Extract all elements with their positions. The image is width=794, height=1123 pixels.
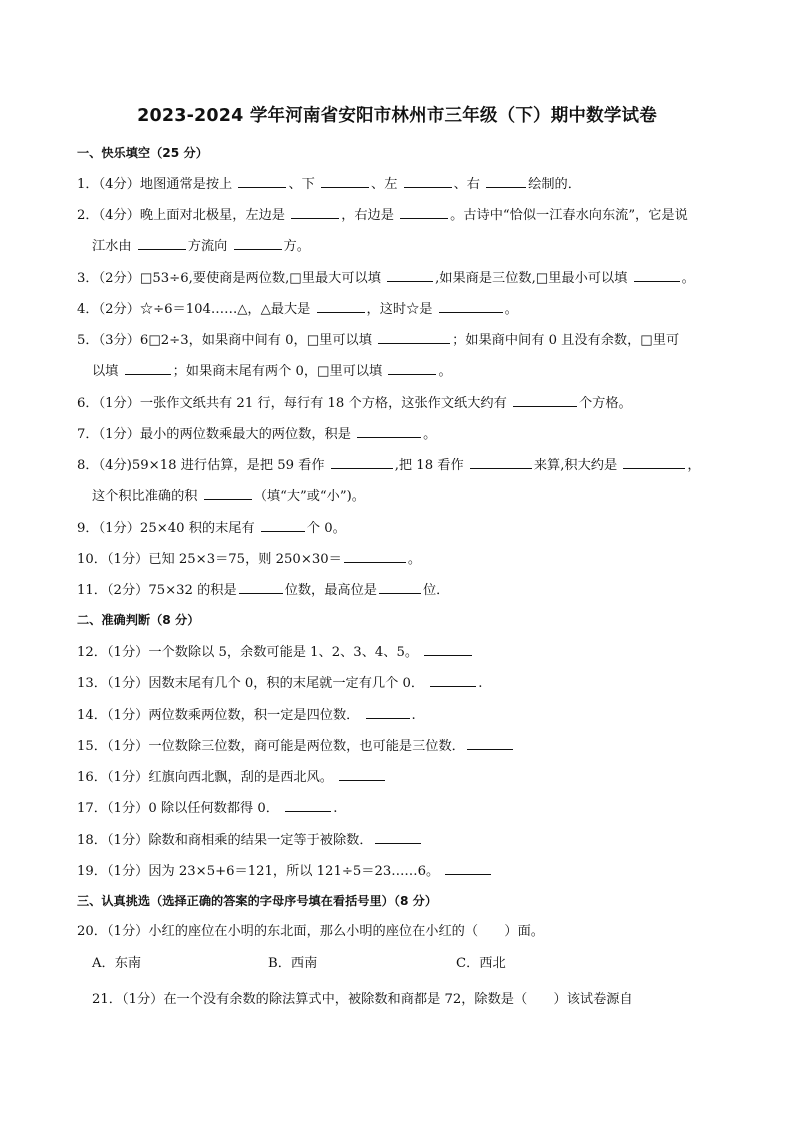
question-3: 3．（2分）□53÷6,要使商是两位数,□里最大可以填 ,如果商是三位数,□里最小可以填 。: [77, 268, 695, 288]
answer-blank[interactable]: [513, 393, 577, 407]
option-a[interactable]: A．东南: [92, 956, 142, 971]
question-1: 1．（4分）地图通常是按上 、下 、左 、右 绘制的．: [77, 174, 581, 194]
answer-blank[interactable]: [239, 580, 283, 594]
answer-blank[interactable]: [623, 455, 685, 469]
answer-blank[interactable]: [634, 268, 680, 282]
question-10: 10．（1分）已知 25×3＝75，则 250×30＝ 。: [77, 549, 421, 569]
question-4: 4．（2分）☆÷6＝104……△，△最大是 ，这时☆是 。: [77, 299, 518, 319]
question-12: 12．（1分）一个数除以 5，余数可能是 1、2、3、4、5。: [77, 642, 474, 662]
answer-blank[interactable]: [404, 174, 452, 188]
exam-title: 2023-2024 学年河南省安阳市林州市三年级（下）期中数学试卷: [137, 106, 657, 126]
section-judge-heading: 二、准确判断（8 分）: [77, 613, 200, 627]
question-15: 15．（1分）一位数除三位数，商可能是两位数，也可能是三位数．: [77, 736, 515, 756]
answer-blank[interactable]: [204, 486, 252, 500]
answer-blank[interactable]: [378, 330, 450, 344]
answer-blank[interactable]: [344, 549, 406, 563]
question-6: 6．（1分）一张作文纸共有 21 行，每行有 18 个方格，这张作文纸大约有 个方格。: [77, 393, 632, 413]
question-2: 2．（4分）晚上面对北极星，左边是 ，右边是 。古诗中“恰似一江春水向东流”，它是说: [77, 205, 688, 225]
answer-blank[interactable]: [467, 736, 513, 750]
answer-blank[interactable]: [439, 299, 503, 313]
option-b[interactable]: B．西南: [268, 956, 318, 971]
answer-blank[interactable]: [430, 673, 476, 687]
answer-blank[interactable]: [138, 236, 186, 250]
answer-blank[interactable]: [317, 299, 365, 313]
question-14: 14．（1分）两位数乘两位数，积一定是四位数． .: [77, 705, 416, 725]
answer-blank[interactable]: [339, 767, 385, 781]
answer-blank[interactable]: [424, 642, 472, 656]
answer-blank[interactable]: [445, 861, 491, 875]
question-20: 20．（1分）小红的座位在小明的东北面，那么小明的座位在小红的（ ）面。: [77, 924, 544, 939]
answer-blank[interactable]: [291, 205, 339, 219]
answer-blank[interactable]: [357, 424, 421, 438]
question-19: 19．（1分）因为 23×5+6＝121，所以 121÷5＝23……6。: [77, 861, 493, 881]
answer-blank[interactable]: [285, 798, 331, 812]
answer-blank[interactable]: [321, 174, 369, 188]
answer-blank[interactable]: [366, 705, 410, 719]
answer-blank[interactable]: [125, 361, 171, 375]
question-21: 21．（1分）在一个没有余数的除法算式中，被除数和商都是 72，除数是（ ）该试卷源自: [92, 992, 633, 1007]
answer-blank[interactable]: [234, 236, 282, 250]
question-8: 8．（4分)59×18 进行估算，是把 59 看作 ,把 18 看作 来算,积大约是 ，: [77, 455, 701, 475]
section-fill-in-heading: 一、快乐填空（25 分）: [77, 146, 208, 160]
answer-blank[interactable]: [388, 361, 436, 375]
question-5-continued: 以填 ；如果商末尾有两个 0，□里可以填 。: [92, 361, 452, 381]
answer-blank[interactable]: [400, 205, 448, 219]
question-18: 18．（1分）除数和商相乘的结果一定等于被除数．: [77, 830, 423, 850]
answer-blank[interactable]: [379, 580, 421, 594]
answer-blank[interactable]: [486, 174, 526, 188]
question-13: 13．（1分）因数末尾有几个 0，积的末尾就一定有几个 0． .: [77, 673, 482, 693]
question-17: 17．（1分）0 除以任何数都得 0． .: [77, 798, 337, 818]
answer-blank[interactable]: [331, 455, 393, 469]
answer-blank[interactable]: [375, 830, 421, 844]
answer-blank[interactable]: [238, 174, 286, 188]
answer-blank[interactable]: [387, 268, 433, 282]
question-2-continued: 江水由 方流向 方。: [92, 236, 310, 256]
question-7: 7．（1分）最小的两位数乘最大的两位数，积是 。: [77, 424, 436, 444]
section-choice-heading: 三、认真挑选（选择正确的答案的字母序号填在看括号里）（8 分）: [77, 894, 438, 908]
question-11: 11．（2分）75×32 的积是 位数，最高位是 位．: [77, 580, 449, 600]
answer-blank[interactable]: [470, 455, 532, 469]
question-5: 5．（3分）6□2÷3，如果商中间有 0，□里可以填 ；如果商中间有 0 且没有余数，□里可: [77, 330, 679, 350]
question-8-continued: 这个积比准确的积 （填“大”或“小”)。: [92, 486, 365, 506]
question-16: 16．（1分）红旗向西北飘，刮的是西北风。: [77, 767, 387, 787]
answer-blank[interactable]: [261, 518, 305, 532]
question-9: 9．（1分）25×40 积的末尾有 个 0。: [77, 518, 346, 538]
option-c[interactable]: C．西北: [456, 956, 506, 971]
